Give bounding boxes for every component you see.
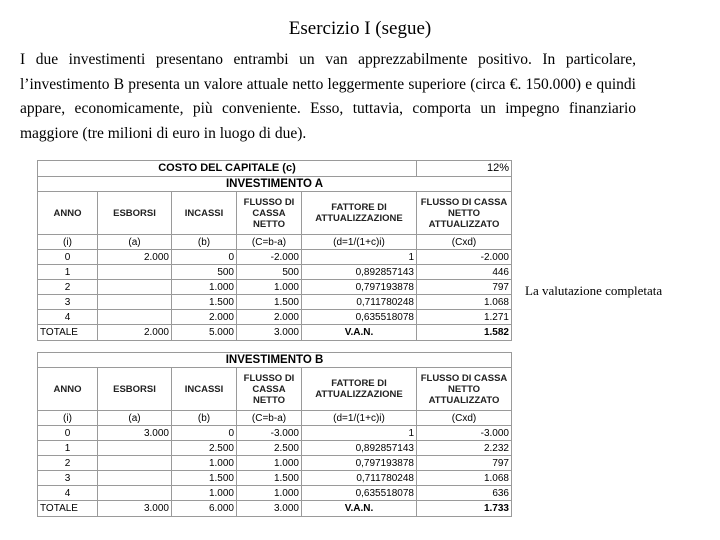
total-cell: TOTALE [38,501,98,517]
table-cell [98,441,172,456]
table-row [38,295,512,310]
total-cell: TOTALE [38,325,98,341]
table-cell: 4 [38,310,98,325]
column-header: FLUSSO DI CASSA NETTO [237,192,302,235]
column-header: ESBORSI [98,368,172,411]
column-header: ANNO [38,368,98,411]
table-cell: 1.271 [417,310,512,325]
column-header: FLUSSO DI CASSA NETTO [237,368,302,411]
table-cell: 0,797193878 [302,280,417,295]
table-row [38,441,512,456]
table-cell: 0,892857143 [302,441,417,456]
formula-row [38,411,512,426]
page-title: Esercizio I (segue) [288,18,432,39]
formula-cell: (b) [172,235,237,250]
total-cell: 3.000 [98,501,172,517]
table-cell: 2.500 [237,441,302,456]
table-cell: 2.000 [172,310,237,325]
formula-cell: (b) [172,411,237,426]
column-header: ESBORSI [98,192,172,235]
total-cell: V.A.N. [302,325,417,341]
column-header: FATTORE DI ATTUALIZZAZIONE [302,192,417,235]
table-cell: -2.000 [237,250,302,265]
section-title-row [38,353,512,368]
table-cell [98,265,172,280]
total-row [38,501,512,517]
cost-of-capital-label: COSTO DEL CAPITALE (c) [38,161,417,177]
table-row [38,265,512,280]
table-cell [98,295,172,310]
column-header: INCASSI [172,192,237,235]
table-cell: 1.000 [237,456,302,471]
column-header: ANNO [38,192,98,235]
table-cell: 4 [38,486,98,501]
total-row [38,325,512,341]
table-row [38,486,512,501]
table-cell: 1 [302,250,417,265]
table-cell: 1.000 [172,486,237,501]
table-cell [98,486,172,501]
table-row [38,456,512,471]
table-row [38,310,512,325]
table-cell: 0,892857143 [302,265,417,280]
table-cell: 446 [417,265,512,280]
intro-paragraph: I due investimenti presentano entrambi un van apprezzabilmente positivo. In particolare, l’investimento B presenta un valore attuale netto leggermente superiore (circa €. 150.000) e quindi appare, economicamente, più conveniente. Esso, tuttavia, comporta un impegno finanziario maggiore (tre milioni di euro in luogo di due). [20,51,636,142]
table-cell: 1 [38,265,98,280]
total-cell: 6.000 [172,501,237,517]
table-cell: -3.000 [237,426,302,441]
table-cell: 1 [302,426,417,441]
header-row [38,192,512,235]
table-cell: 0,635518078 [302,310,417,325]
table-cell [98,310,172,325]
table-cell: 3 [38,295,98,310]
formula-cell: (Cxd) [417,411,512,426]
table-cell: 1.000 [237,486,302,501]
column-header: FLUSSO DI CASSA NETTO ATTUALIZZATO [417,368,512,411]
table-cell: 500 [172,265,237,280]
formula-cell: (C=b-a) [237,235,302,250]
table-cell: 2 [38,456,98,471]
column-header: FATTORE DI ATTUALIZZAZIONE [302,368,417,411]
table-cell: 636 [417,486,512,501]
table-cell: 2.000 [98,250,172,265]
table-cell: 2.000 [237,310,302,325]
table-cell: 1.000 [172,456,237,471]
formula-cell: (C=b-a) [237,411,302,426]
table-cell: 2 [38,280,98,295]
total-cell: 2.000 [98,325,172,341]
formula-cell: (Cxd) [417,235,512,250]
table-cell: 0,797193878 [302,456,417,471]
table-cell: -2.000 [417,250,512,265]
formula-cell: (i) [38,235,98,250]
table-cell: 1.000 [237,280,302,295]
table-cell: 0 [38,426,98,441]
table-cell: -3.000 [417,426,512,441]
table-row [38,250,512,265]
formula-row [38,235,512,250]
cost-of-capital-value: 12% [417,161,512,177]
table-cell: 0 [38,250,98,265]
table-row [38,426,512,441]
formula-cell: (i) [38,411,98,426]
table-cell: 0,711780248 [302,471,417,486]
table-cell: 500 [237,265,302,280]
table-cell: 0,711780248 [302,295,417,310]
table-cell: 0 [172,250,237,265]
investment-b-title: INVESTIMENTO B [38,353,512,368]
table-cell: 3.000 [98,426,172,441]
table-cell: 1 [38,441,98,456]
section-title-row [38,177,512,192]
formula-cell: (d=1/(1+c)i) [302,411,417,426]
investment-a-table [37,160,512,341]
table-cell: 3 [38,471,98,486]
side-note: La valutazione completata [525,283,663,298]
table-cell: 1.068 [417,295,512,310]
table-cell: 0 [172,426,237,441]
table-cell: 1.500 [237,295,302,310]
table-cell: 1.500 [237,471,302,486]
table-cell: 1.068 [417,471,512,486]
table-cell: 797 [417,456,512,471]
formula-cell: (a) [98,411,172,426]
investment-a-title: INVESTIMENTO A [38,177,512,192]
table-row [38,471,512,486]
total-cell: 3.000 [237,325,302,341]
header-row [38,368,512,411]
column-header: FLUSSO DI CASSA NETTO ATTUALIZZATO [417,192,512,235]
table-cell: 0,635518078 [302,486,417,501]
cost-of-capital-row [38,161,512,177]
table-cell: 1.500 [172,471,237,486]
table-row [38,280,512,295]
total-cell: V.A.N. [302,501,417,517]
total-cell: 3.000 [237,501,302,517]
table-cell [98,471,172,486]
total-cell: 5.000 [172,325,237,341]
formula-cell: (d=1/(1+c)i) [302,235,417,250]
total-cell: 1.733 [417,501,512,517]
table-cell: 2.232 [417,441,512,456]
table-cell: 2.500 [172,441,237,456]
table-cell [98,280,172,295]
formula-cell: (a) [98,235,172,250]
investment-b-table [37,352,512,517]
table-cell: 1.500 [172,295,237,310]
table-cell: 1.000 [172,280,237,295]
table-cell [98,456,172,471]
table-cell: 797 [417,280,512,295]
total-cell: 1.582 [417,325,512,341]
column-header: INCASSI [172,368,237,411]
